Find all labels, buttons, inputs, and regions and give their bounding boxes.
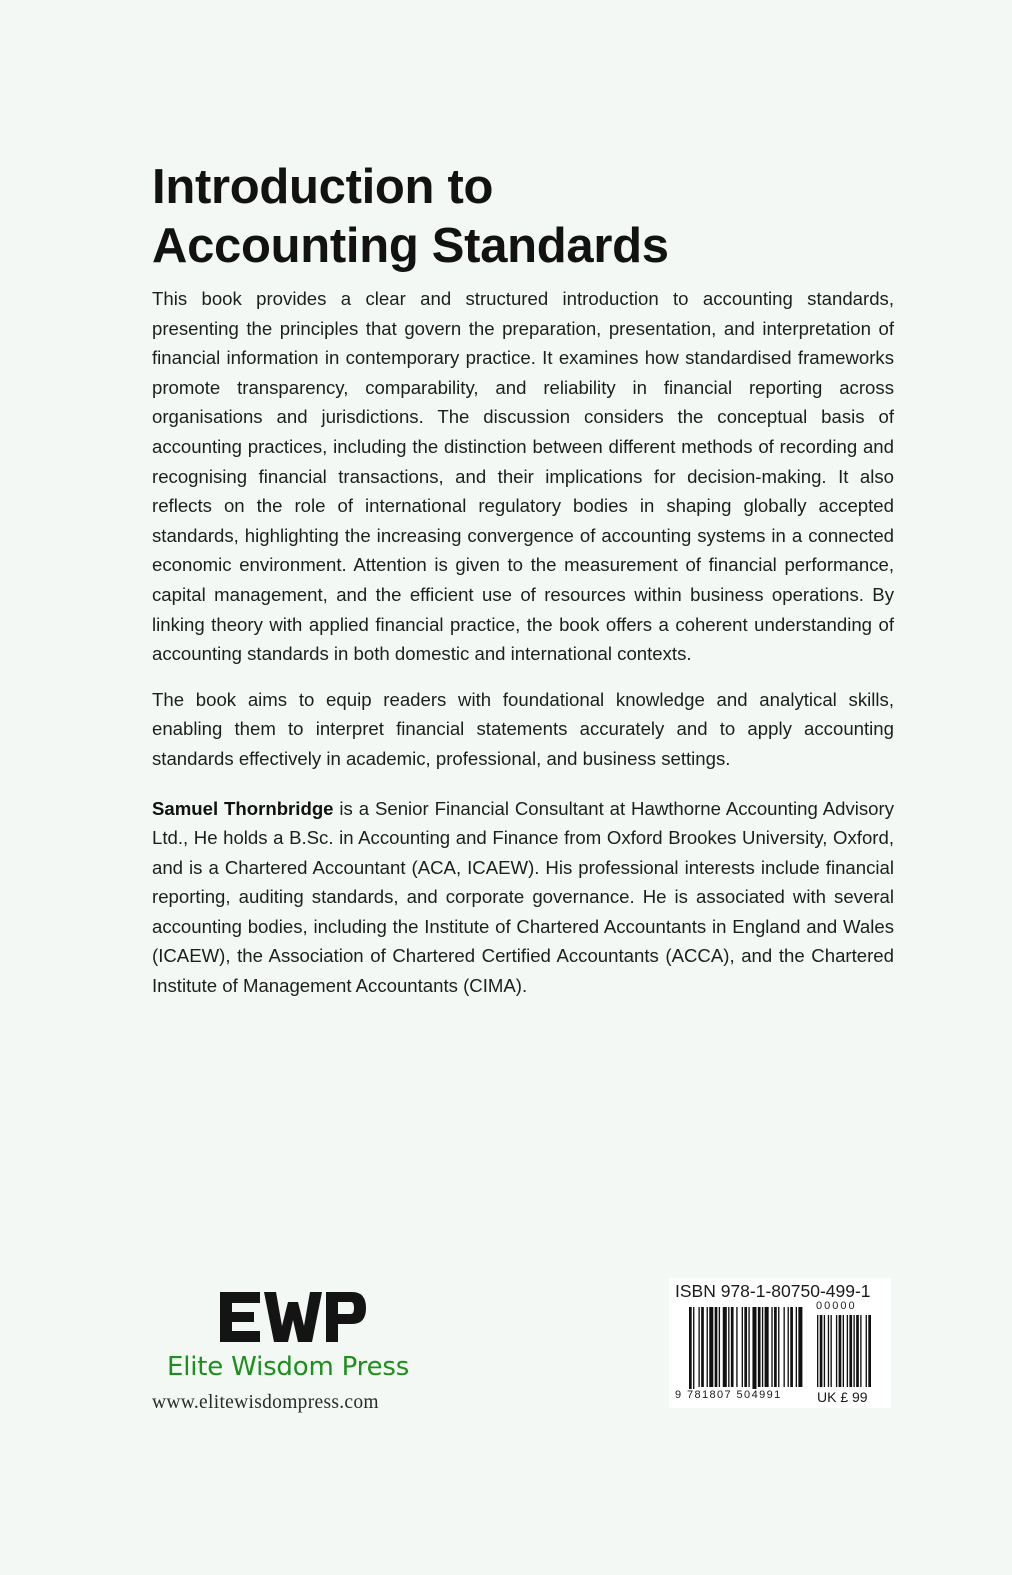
publisher-block: [152, 1292, 452, 1422]
description-paragraph-2: The book aims to equip readers with foundational knowledge and analytical skills, enabling them to interpret financial statements accurately and to apply accounting standards effectively in academic, professional, and business settings.: [152, 688, 894, 769]
book-title-line-1: Introduction to: [152, 160, 494, 214]
book-title-line-2: Accounting Standards: [152, 219, 669, 273]
author-bio-text: is a Senior Financial Consultant at Hawthorne Accounting Advisory Ltd., He holds a B.Sc. in Accounting and Finance from Oxford Brookes University, Oxford, and is a Chartered Accountant (ACA, ICAEW). His professional interests include financial reporting, auditing standards, and corporate governance. He is associated with several accounting bodies, including the Institute of Chartered Accountants in England and Wales (ICAEW), the Association of Chartered Certified Accountants (ACCA), and the Chartered Institute of Management Accountants (CIMA).: [152, 797, 894, 997]
supplement-digits: 00000: [816, 1300, 857, 1312]
isbn-label: ISBN 978-1-80750-499-1: [675, 1281, 871, 1301]
ean-digits: 9 781807 504991: [675, 1389, 782, 1401]
ewp-logo-icon: [220, 1292, 366, 1342]
publisher-name: Elite Wisdom Press: [167, 1352, 410, 1382]
price-label: UK £ 99: [817, 1389, 868, 1405]
author-name: Samuel Thornbridge: [152, 797, 334, 819]
blurb: [152, 284, 894, 1017]
author-bio: [152, 794, 894, 1001]
publisher-url: www.elitewisdompress.com: [152, 1392, 379, 1413]
description-paragraph-1: This book provides a clear and structured introduction to accounting standards, presenting the principles that govern the preparation, presentation, and interpretation of financial information in contemporary practice. It examines how standardised frameworks promote transparency, comparability, and reliability in financial reporting across organisations and jurisdictions. The discussion considers the conceptual basis of accounting practices, including the distinction between different methods of recording and recognising financial transactions, and their implications for decision-making. It also reflects on the role of international regulatory bodies in shaping globally accepted standards, highlighting the increasing convergence of accounting systems in a connected economic environment. Attention is given to the measurement of financial performance, capital management, and the efficient use of resources within business operations. By linking theory with applied financial practice, the book offers a coherent understanding of accounting standards in both domestic and international contexts.: [152, 288, 894, 665]
book-title: [152, 158, 872, 276]
